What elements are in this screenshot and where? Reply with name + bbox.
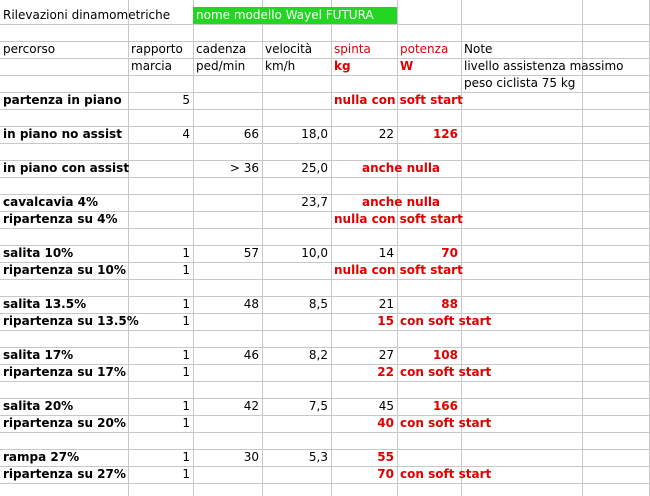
grid-line bbox=[0, 330, 650, 331]
cell-potenza[interactable]: 108 bbox=[432, 348, 458, 362]
cell-marcia[interactable]: 4 bbox=[182, 127, 190, 141]
cell-cadenza[interactable]: 57 bbox=[243, 246, 259, 260]
grid-line bbox=[0, 143, 650, 144]
cell-spinta[interactable]: 70 bbox=[377, 467, 394, 481]
cell-potenza[interactable]: 88 bbox=[441, 297, 458, 311]
cell-percorso[interactable]: salita 17% bbox=[3, 348, 74, 362]
grid-line bbox=[0, 24, 650, 25]
cell-percorso[interactable]: cavalcavia 4% bbox=[3, 195, 99, 209]
cell-potenza-note[interactable]: con soft start bbox=[400, 416, 492, 430]
header-potenza[interactable]: potenza bbox=[400, 42, 449, 56]
header-kg[interactable]: kg bbox=[334, 59, 351, 73]
cell-cadenza[interactable]: 30 bbox=[243, 450, 259, 464]
grid-line bbox=[0, 109, 650, 110]
cell-spinta[interactable]: 55 bbox=[377, 450, 394, 464]
cell-percorso[interactable]: ripartenza su 4% bbox=[3, 212, 118, 226]
cell-potenza[interactable]: 70 bbox=[441, 246, 458, 260]
grid-line bbox=[0, 228, 650, 229]
cell-percorso[interactable]: partenza in piano bbox=[3, 93, 122, 107]
cell-cadenza[interactable]: 66 bbox=[243, 127, 259, 141]
cell-marcia[interactable]: 1 bbox=[182, 416, 190, 430]
grid-line bbox=[0, 279, 650, 280]
cell-cadenza[interactable]: 48 bbox=[243, 297, 259, 311]
cell-velocita[interactable]: 25,0 bbox=[301, 161, 328, 175]
cell-marcia[interactable]: 1 bbox=[182, 263, 190, 277]
cell-spinta[interactable]: 45 bbox=[378, 399, 394, 413]
cell-spinta-note[interactable]: nulla con soft start bbox=[334, 93, 463, 107]
cell-spinta[interactable]: 21 bbox=[378, 297, 394, 311]
header-marcia[interactable]: marcia bbox=[131, 59, 172, 73]
cell-percorso[interactable]: in piano con assist bbox=[3, 161, 130, 175]
cell-percorso[interactable]: ripartenza su 17% bbox=[3, 365, 126, 379]
cell-potenza-note[interactable]: con soft start bbox=[400, 314, 492, 328]
cell-percorso[interactable]: in piano no assist bbox=[3, 127, 122, 141]
grid-line bbox=[0, 381, 650, 382]
cell-marcia[interactable]: 1 bbox=[182, 365, 190, 379]
cell-percorso[interactable]: rampa 27% bbox=[3, 450, 80, 464]
cell-potenza[interactable]: 166 bbox=[432, 399, 458, 413]
header-rapporto[interactable]: rapporto bbox=[131, 42, 183, 56]
cell-spinta-note[interactable]: nulla con soft start bbox=[334, 212, 463, 226]
cell-marcia[interactable]: 1 bbox=[182, 399, 190, 413]
cell-cadenza[interactable]: 46 bbox=[243, 348, 259, 362]
cell-spinta[interactable]: 14 bbox=[378, 246, 394, 260]
header-kmh[interactable]: km/h bbox=[265, 59, 296, 73]
header-note[interactable]: Note bbox=[464, 42, 493, 56]
header-w[interactable]: W bbox=[400, 59, 414, 73]
cell-cadenza[interactable]: 42 bbox=[243, 399, 259, 413]
header-cadenza[interactable]: cadenza bbox=[196, 42, 247, 56]
cell-marcia[interactable]: 1 bbox=[182, 348, 190, 362]
header-velocita[interactable]: velocità bbox=[265, 42, 313, 56]
header-ped-min[interactable]: ped/min bbox=[196, 59, 246, 73]
cell-marcia[interactable]: 5 bbox=[182, 93, 190, 107]
cell-spinta[interactable]: 15 bbox=[377, 314, 394, 328]
cell-velocita[interactable]: 18,0 bbox=[301, 127, 328, 141]
cell-spinta-note[interactable]: nulla con soft start bbox=[334, 263, 463, 277]
grid-line bbox=[0, 483, 650, 484]
cell-spinta[interactable]: 22 bbox=[378, 127, 394, 141]
cell-spinta-note[interactable]: anche nulla bbox=[362, 195, 441, 209]
header-spinta[interactable]: spinta bbox=[334, 42, 371, 56]
grid-line bbox=[0, 177, 650, 178]
model-name-cell[interactable]: nome modello Wayel FUTURA bbox=[193, 7, 397, 24]
cell-marcia[interactable]: 1 bbox=[182, 314, 190, 328]
cell-potenza-note[interactable]: con soft start bbox=[400, 365, 492, 379]
cell-marcia[interactable]: 1 bbox=[182, 467, 190, 481]
cell-percorso[interactable]: ripartenza su 27% bbox=[3, 467, 126, 481]
cell-spinta-note[interactable]: anche nulla bbox=[362, 161, 441, 175]
header-percorso[interactable]: percorso bbox=[3, 42, 56, 56]
cell-percorso[interactable]: ripartenza su 13.5% bbox=[3, 314, 139, 328]
cell-marcia[interactable]: 1 bbox=[182, 297, 190, 311]
cell-percorso[interactable]: salita 10% bbox=[3, 246, 74, 260]
cell-velocita[interactable]: 8,5 bbox=[308, 297, 328, 311]
cell-spinta[interactable]: 40 bbox=[377, 416, 394, 430]
cell-velocita[interactable]: 10,0 bbox=[301, 246, 328, 260]
cell-spinta[interactable]: 22 bbox=[377, 365, 394, 379]
cell-spinta[interactable]: 27 bbox=[378, 348, 394, 362]
cell-velocita[interactable]: 23,7 bbox=[301, 195, 328, 209]
cell-percorso[interactable]: ripartenza su 20% bbox=[3, 416, 126, 430]
cell-cadenza[interactable]: > 36 bbox=[229, 161, 259, 175]
cell-percorso[interactable]: salita 13.5% bbox=[3, 297, 87, 311]
cell-percorso[interactable]: salita 20% bbox=[3, 399, 74, 413]
cell-potenza-note[interactable]: con soft start bbox=[400, 467, 492, 481]
cell-velocita[interactable]: 8,2 bbox=[308, 348, 328, 362]
note-peso[interactable]: peso ciclista 75 kg bbox=[464, 76, 576, 90]
cell-percorso[interactable]: ripartenza su 10% bbox=[3, 263, 126, 277]
cell-velocita[interactable]: 5,3 bbox=[308, 450, 328, 464]
cell-potenza[interactable]: 126 bbox=[432, 127, 458, 141]
grid-line bbox=[0, 432, 650, 433]
sheet-title[interactable]: Rilevazioni dinamometriche bbox=[3, 8, 171, 22]
cell-marcia[interactable]: 1 bbox=[182, 246, 190, 260]
cell-velocita[interactable]: 7,5 bbox=[308, 399, 328, 413]
note-assistenza[interactable]: livello assistenza massimo bbox=[464, 59, 624, 73]
cell-marcia[interactable]: 1 bbox=[182, 450, 190, 464]
